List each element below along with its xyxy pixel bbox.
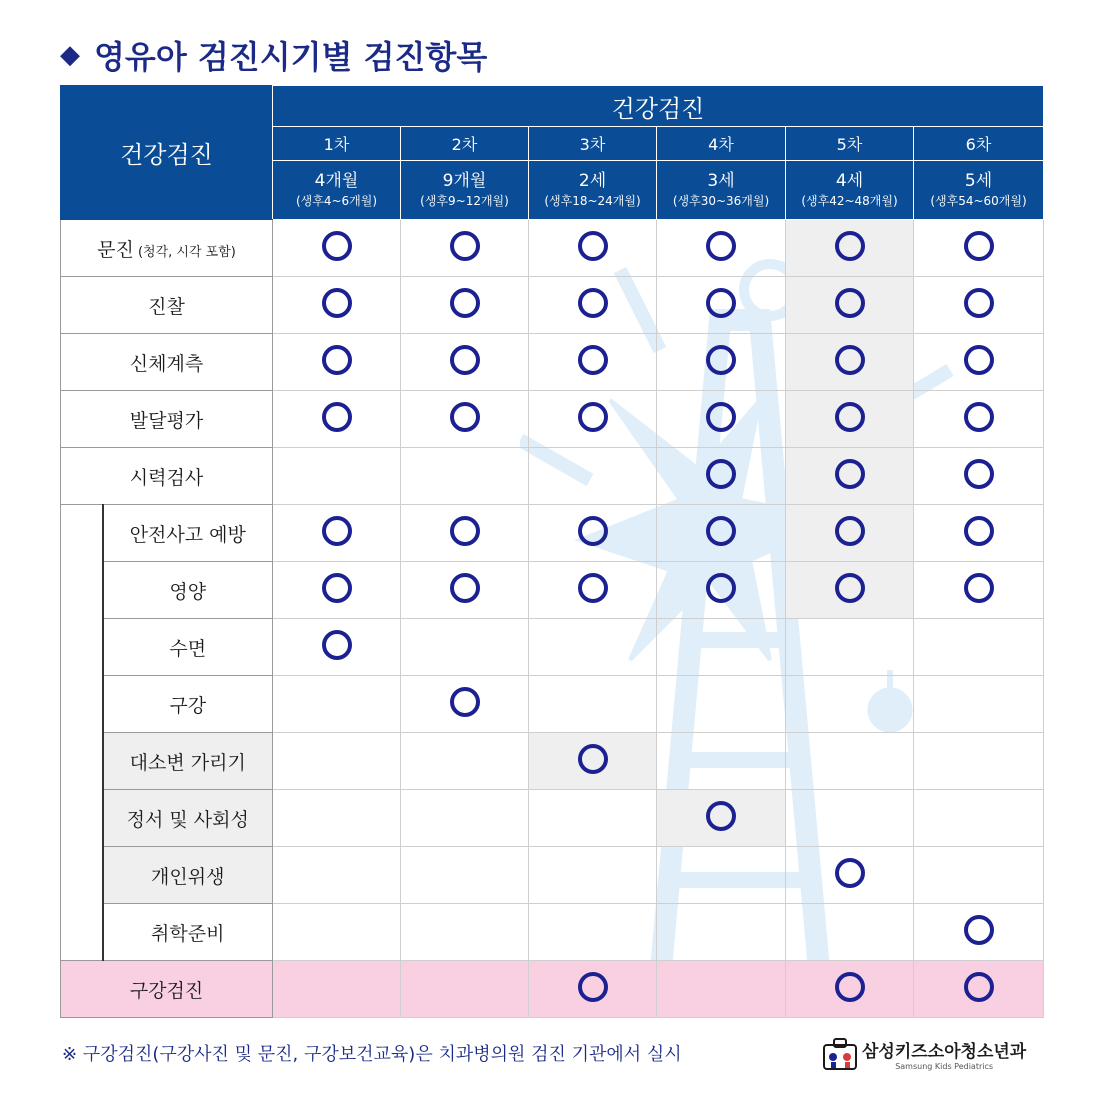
header-round: 5차 bbox=[786, 127, 914, 161]
page-title bbox=[60, 30, 487, 80]
table-cell bbox=[786, 961, 914, 1018]
row-label-text: 신체계측 bbox=[129, 352, 204, 375]
logo-subtitle: Samsung Kids Pediatrics bbox=[895, 1062, 994, 1071]
row-label bbox=[103, 904, 273, 961]
table-cell bbox=[914, 334, 1044, 391]
table-cell bbox=[529, 448, 657, 505]
table-cell bbox=[657, 505, 786, 562]
table-cell bbox=[273, 277, 401, 334]
table-cell bbox=[529, 619, 657, 676]
row-label-text: 정서 및 사회성 bbox=[126, 808, 249, 831]
circle-mark-icon bbox=[964, 402, 994, 432]
table-cell bbox=[914, 220, 1044, 277]
circle-mark-icon bbox=[835, 459, 865, 489]
table-cell bbox=[914, 961, 1044, 1018]
circle-mark-icon bbox=[964, 345, 994, 375]
circle-mark-icon bbox=[322, 345, 352, 375]
circle-mark-icon bbox=[835, 858, 865, 888]
circle-mark-icon bbox=[835, 972, 865, 1002]
circle-mark-icon bbox=[578, 288, 608, 318]
table-cell bbox=[401, 733, 529, 790]
table-cell bbox=[786, 676, 914, 733]
table-cell bbox=[657, 619, 786, 676]
table-cell bbox=[401, 562, 529, 619]
table-row bbox=[61, 220, 1044, 277]
table-cell bbox=[786, 448, 914, 505]
header-age-main: 4개월 bbox=[314, 171, 359, 191]
circle-mark-icon bbox=[450, 288, 480, 318]
table-cell bbox=[401, 676, 529, 733]
table-cell bbox=[786, 505, 914, 562]
header-round: 1차 bbox=[273, 127, 401, 161]
header-age bbox=[786, 161, 914, 220]
row-label-note: (청각, 시각 포함) bbox=[133, 244, 236, 260]
circle-mark-icon bbox=[322, 630, 352, 660]
table-cell bbox=[273, 790, 401, 847]
table-cell bbox=[657, 448, 786, 505]
circle-mark-icon bbox=[322, 573, 352, 603]
row-label bbox=[61, 277, 273, 334]
table-cell bbox=[657, 391, 786, 448]
indent-bracket bbox=[61, 505, 103, 961]
circle-mark-icon bbox=[578, 516, 608, 546]
row-label bbox=[103, 505, 273, 562]
circle-mark-icon bbox=[835, 402, 865, 432]
circle-mark-icon bbox=[706, 231, 736, 261]
header-age-range: (생후54~60개월) bbox=[930, 194, 1027, 208]
row-label-text: 진찰 bbox=[148, 295, 185, 318]
circle-mark-icon bbox=[450, 402, 480, 432]
table-cell bbox=[273, 334, 401, 391]
table-cell bbox=[273, 904, 401, 961]
table-cell bbox=[273, 676, 401, 733]
row-label-text: 구강검진 bbox=[129, 979, 204, 1002]
circle-mark-icon bbox=[964, 516, 994, 546]
table-cell bbox=[786, 847, 914, 904]
table-cell bbox=[273, 847, 401, 904]
table-cell bbox=[273, 961, 401, 1018]
table-cell bbox=[786, 220, 914, 277]
table-cell bbox=[529, 334, 657, 391]
circle-mark-icon bbox=[578, 972, 608, 1002]
table-cell bbox=[401, 220, 529, 277]
table-cell bbox=[529, 904, 657, 961]
table-cell bbox=[273, 505, 401, 562]
header-age-main: 9개월 bbox=[442, 171, 487, 191]
table-cell bbox=[914, 904, 1044, 961]
circle-mark-icon bbox=[450, 231, 480, 261]
hospital-logo-icon bbox=[822, 1037, 858, 1071]
row-label bbox=[61, 448, 273, 505]
table-cell bbox=[914, 733, 1044, 790]
circle-mark-icon bbox=[835, 516, 865, 546]
table-cell bbox=[401, 961, 529, 1018]
circle-mark-icon bbox=[964, 972, 994, 1002]
header-age bbox=[273, 161, 401, 220]
circle-mark-icon bbox=[322, 231, 352, 261]
table-row bbox=[61, 847, 1044, 904]
circle-mark-icon bbox=[706, 402, 736, 432]
table-cell bbox=[529, 961, 657, 1018]
table-cell bbox=[401, 505, 529, 562]
row-label-text: 대소변 가리기 bbox=[129, 751, 246, 774]
header-round: 2차 bbox=[401, 127, 529, 161]
circle-mark-icon bbox=[706, 288, 736, 318]
circle-mark-icon bbox=[578, 573, 608, 603]
table-cell bbox=[657, 334, 786, 391]
table-cell bbox=[529, 391, 657, 448]
table-cell bbox=[657, 961, 786, 1018]
table-cell bbox=[529, 847, 657, 904]
table-cell bbox=[914, 847, 1044, 904]
row-label-text: 취학준비 bbox=[151, 922, 225, 945]
table-cell bbox=[914, 619, 1044, 676]
header-super: 건강검진 bbox=[273, 86, 1044, 127]
table-cell bbox=[273, 448, 401, 505]
table-cell bbox=[786, 904, 914, 961]
table-cell bbox=[786, 790, 914, 847]
table-cell bbox=[914, 391, 1044, 448]
table-cell bbox=[401, 619, 529, 676]
table-cell bbox=[786, 562, 914, 619]
table-row bbox=[61, 619, 1044, 676]
table-row bbox=[61, 448, 1044, 505]
row-label bbox=[61, 334, 273, 391]
table-row bbox=[61, 733, 1044, 790]
circle-mark-icon bbox=[450, 516, 480, 546]
table-cell bbox=[529, 505, 657, 562]
circle-mark-icon bbox=[706, 573, 736, 603]
table-cell bbox=[273, 619, 401, 676]
circle-mark-icon bbox=[835, 345, 865, 375]
table-cell bbox=[914, 448, 1044, 505]
row-label bbox=[61, 220, 273, 277]
table-row bbox=[61, 676, 1044, 733]
table-cell bbox=[786, 334, 914, 391]
table-cell bbox=[529, 562, 657, 619]
table-cell bbox=[273, 733, 401, 790]
table-cell bbox=[657, 562, 786, 619]
circle-mark-icon bbox=[450, 573, 480, 603]
table-cell bbox=[401, 277, 529, 334]
table-cell bbox=[273, 220, 401, 277]
table-cell bbox=[786, 277, 914, 334]
row-label bbox=[61, 961, 273, 1018]
circle-mark-icon bbox=[322, 402, 352, 432]
table-row bbox=[61, 334, 1044, 391]
row-label bbox=[103, 562, 273, 619]
table-cell bbox=[529, 220, 657, 277]
row-label-text: 수면 bbox=[169, 637, 207, 660]
table-cell bbox=[657, 790, 786, 847]
header-round: 4차 bbox=[657, 127, 786, 161]
circle-mark-icon bbox=[706, 459, 736, 489]
table-cell bbox=[401, 847, 529, 904]
table-row bbox=[61, 904, 1044, 961]
circle-mark-icon bbox=[322, 516, 352, 546]
header-age bbox=[401, 161, 529, 220]
table-cell bbox=[529, 790, 657, 847]
circle-mark-icon bbox=[450, 345, 480, 375]
row-label bbox=[103, 790, 273, 847]
circle-mark-icon bbox=[706, 516, 736, 546]
table-cell bbox=[657, 676, 786, 733]
circle-mark-icon bbox=[964, 288, 994, 318]
checkup-table bbox=[60, 85, 1044, 1018]
circle-mark-icon bbox=[322, 288, 352, 318]
table-row bbox=[61, 562, 1044, 619]
header-age-range: (생후9~12개월) bbox=[420, 194, 509, 208]
header-age bbox=[914, 161, 1044, 220]
logo-name: 삼성키즈소아청소년과 bbox=[862, 1042, 1027, 1062]
header-age-main: 2세 bbox=[578, 171, 607, 191]
clinic-logo bbox=[822, 1037, 1026, 1071]
page-title-text: 영유아 검진시기별 검진항목 bbox=[94, 38, 488, 76]
circle-mark-icon bbox=[964, 459, 994, 489]
row-label-text: 안전사고 예방 bbox=[129, 523, 246, 546]
row-label bbox=[103, 847, 273, 904]
table-cell bbox=[401, 448, 529, 505]
table-cell bbox=[914, 277, 1044, 334]
header-age-range: (생후18~24개월) bbox=[544, 194, 641, 208]
table-cell bbox=[401, 904, 529, 961]
row-label-text: 문진 bbox=[97, 238, 134, 261]
table-cell bbox=[273, 391, 401, 448]
table-cell bbox=[529, 277, 657, 334]
circle-mark-icon bbox=[450, 687, 480, 717]
header-age-range: (생후30~36개월) bbox=[672, 194, 770, 208]
row-label bbox=[103, 619, 273, 676]
header-age-main: 5세 bbox=[964, 171, 993, 191]
circle-mark-icon bbox=[578, 345, 608, 375]
header-round: 3차 bbox=[529, 127, 657, 161]
table-cell bbox=[914, 505, 1044, 562]
table-cell bbox=[401, 790, 529, 847]
header-age-range: (생후42~48개월) bbox=[801, 194, 898, 208]
circle-mark-icon bbox=[706, 345, 736, 375]
circle-mark-icon bbox=[578, 744, 608, 774]
table-cell bbox=[786, 391, 914, 448]
table-cell bbox=[657, 220, 786, 277]
circle-mark-icon bbox=[706, 801, 736, 831]
table-cell bbox=[401, 391, 529, 448]
table-row bbox=[61, 505, 1044, 562]
header-round: 6차 bbox=[914, 127, 1044, 161]
table-row bbox=[61, 790, 1044, 847]
row-label-text: 시력검사 bbox=[129, 466, 204, 489]
circle-mark-icon bbox=[835, 573, 865, 603]
circle-mark-icon bbox=[964, 231, 994, 261]
circle-mark-icon bbox=[835, 231, 865, 261]
table-cell bbox=[657, 733, 786, 790]
header-age-range: (생후4~6개월) bbox=[295, 194, 378, 208]
circle-mark-icon bbox=[964, 573, 994, 603]
row-label-text: 구강 bbox=[169, 694, 207, 717]
circle-mark-icon bbox=[578, 231, 608, 261]
header-age-main: 4세 bbox=[835, 171, 864, 191]
row-label-text: 발달평가 bbox=[129, 409, 204, 432]
footnote: ※ 구강검진(구강사진 및 문진, 구강보건교육)은 치과병의원 검진 기관에서 실시 bbox=[62, 1044, 682, 1065]
table-cell bbox=[786, 619, 914, 676]
table-cell bbox=[914, 790, 1044, 847]
table-cell bbox=[657, 904, 786, 961]
circle-mark-icon bbox=[578, 402, 608, 432]
header-age-main: 3세 bbox=[707, 171, 735, 191]
row-label bbox=[103, 733, 273, 790]
table-cell bbox=[273, 562, 401, 619]
table-cell bbox=[529, 733, 657, 790]
table-cell bbox=[657, 277, 786, 334]
table-row bbox=[61, 391, 1044, 448]
table-cell bbox=[914, 676, 1044, 733]
header-age bbox=[657, 161, 786, 220]
row-label-text: 개인위생 bbox=[151, 865, 225, 888]
header-age bbox=[529, 161, 657, 220]
header-corner: 건강검진 bbox=[61, 86, 273, 220]
circle-mark-icon bbox=[835, 288, 865, 318]
diamond-bullet-icon: ◆ bbox=[60, 40, 80, 70]
table-cell bbox=[914, 562, 1044, 619]
table-cell bbox=[786, 733, 914, 790]
table-cell bbox=[529, 676, 657, 733]
table-row bbox=[61, 277, 1044, 334]
table-row bbox=[61, 961, 1044, 1018]
row-label bbox=[61, 391, 273, 448]
table-cell bbox=[657, 847, 786, 904]
table-cell bbox=[401, 334, 529, 391]
row-label-text: 영양 bbox=[169, 580, 207, 603]
circle-mark-icon bbox=[964, 915, 994, 945]
row-label bbox=[103, 676, 273, 733]
